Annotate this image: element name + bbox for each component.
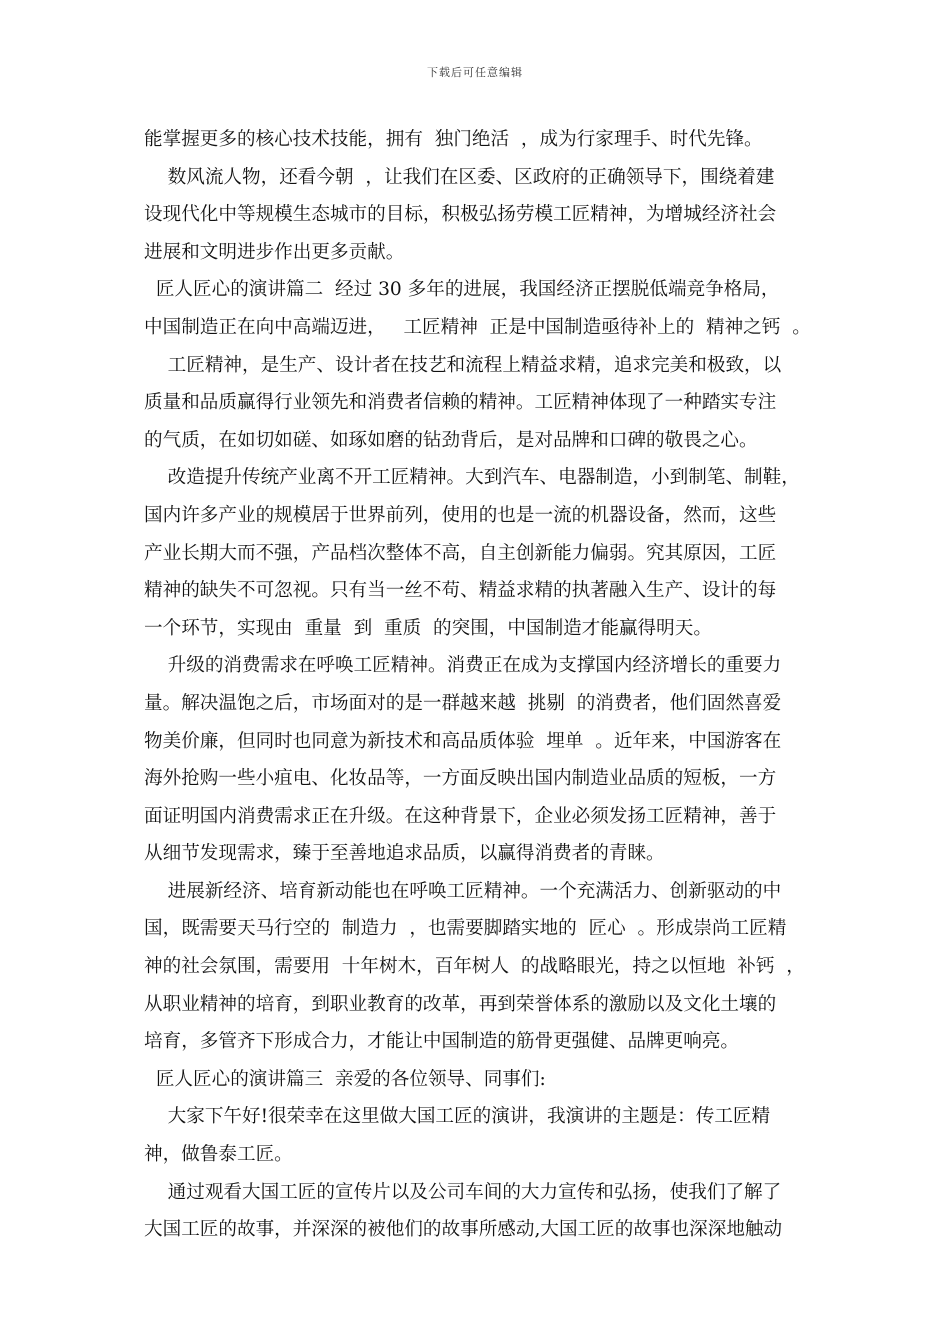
text-line: 一个环节，实现由 重量 到 重质 的突围，中国制造才能赢得明天。 — [144, 617, 712, 639]
text-line: 升级的消费需求在呼唤工匠精神。消费正在成为支撑国内经济增长的重要力 — [144, 655, 782, 677]
text-line: 神的社会氛围，需要用 十年树木，百年树人 的战略眼光，持之以恒地 补钙 ， — [144, 956, 805, 978]
text-line: 进展新经济、培育新动能也在呼唤工匠精神。一个充满活力、创新驱动的中 — [144, 880, 782, 902]
text-line: 国，既需要天马行空的 制造力 ，也需要脚踏实地的 匠心 。形成崇尚工匠精 — [144, 918, 787, 940]
text-line: 中国制造正在向中高端迈进， 工匠精神 正是中国制造亟待补上的 精神之钙 。 — [144, 316, 811, 338]
text-line: 匠人匠心的演讲篇三 亲爱的各位领导、同事们: — [144, 1068, 546, 1090]
text-line: 从职业精神的培育，到职业教育的改革，再到荣誉体系的激励以及文化土壤的 — [144, 993, 777, 1015]
text-line: 物美价廉，但同时也同意为新技术和高品质体验 埋单 。近年来，中国游客在 — [144, 730, 782, 752]
text-line: 量。解决温饱之后，市场面对的是一群越来越 挑剔 的消费者，他们固然喜爱 — [144, 692, 782, 714]
text-line: 国内许多产业的规模居于世界前列，使用的也是一流的机器设备，然而，这些 — [144, 504, 777, 526]
text-line: 大家下午好!很荣幸在这里做大国工匠的演讲，我演讲的主题是：传工匠精 — [144, 1106, 771, 1128]
text-line: 从细节发现需求，臻于至善地追求品质，以赢得消费者的青睐。 — [144, 843, 665, 865]
document-body — [144, 121, 816, 1249]
text-line: 改造提升传统产业离不开工匠精神。大到汽车、电器制造，小到制笔、制鞋， — [144, 467, 800, 489]
text-line: 的气质，在如切如磋、如琢如磨的钻劲背后，是对品牌和口碑的敬畏之心。 — [144, 429, 758, 451]
page-header: 下载后可任意编辑 — [427, 66, 523, 79]
text-line: 通过观看大国工匠的宣传片以及公司车间的大力宣传和弘扬，使我们了解了 — [144, 1181, 782, 1203]
text-line: 大国工匠的故事，并深深的被他们的故事所感动,大国工匠的故事也深深地触动 — [144, 1219, 783, 1241]
text-line: 进展和文明进步作出更多贡献。 — [144, 241, 405, 263]
text-line: 工匠精神，是生产、设计者在技艺和流程上精益求精，追求完美和极致，以 — [144, 354, 782, 376]
text-line: 海外抢购一些小疽电、化妆品等，一方面反映出国内制造业品质的短板，一方 — [144, 768, 777, 790]
text-line: 设现代化中等规模生态城市的目标，积极弘扬劳模工匠精神，为增城经济社会 — [144, 204, 777, 226]
text-line: 精神的缺失不可忽视。只有当一丝不苟、精益求精的执著融入生产、设计的每 — [144, 580, 777, 602]
text-line: 匠人匠心的演讲篇二 经过 30 多年的进展，我国经济正摆脱低端竞争格局， — [144, 279, 780, 301]
text-line: 能掌握更多的核心技术技能，拥有 独门绝活 ，成为行家理手、时代先锋。 — [144, 129, 763, 150]
text-line: 质量和品质赢得行业领先和消费者信赖的精神。工匠精神体现了一种踏实专注 — [144, 392, 777, 414]
text-line: 培育，多管齐下形成合力，才能让中国制造的筋骨更强健、品牌更响亮。 — [144, 1031, 740, 1053]
text-line: 产业长期大而不强，产品档次整体不高，自主创新能力偏弱。究其原因，工匠 — [144, 542, 777, 564]
text-line: 数风流人物，还看今朝 ，让我们在区委、区政府的正确领导下，围绕着建 — [144, 166, 775, 188]
text-line: 面证明国内消费需求正在升级。在这种背景下，企业必须发扬工匠精神，善于 — [144, 805, 777, 827]
text-line: 神，做鲁泰工匠。 — [144, 1144, 293, 1166]
